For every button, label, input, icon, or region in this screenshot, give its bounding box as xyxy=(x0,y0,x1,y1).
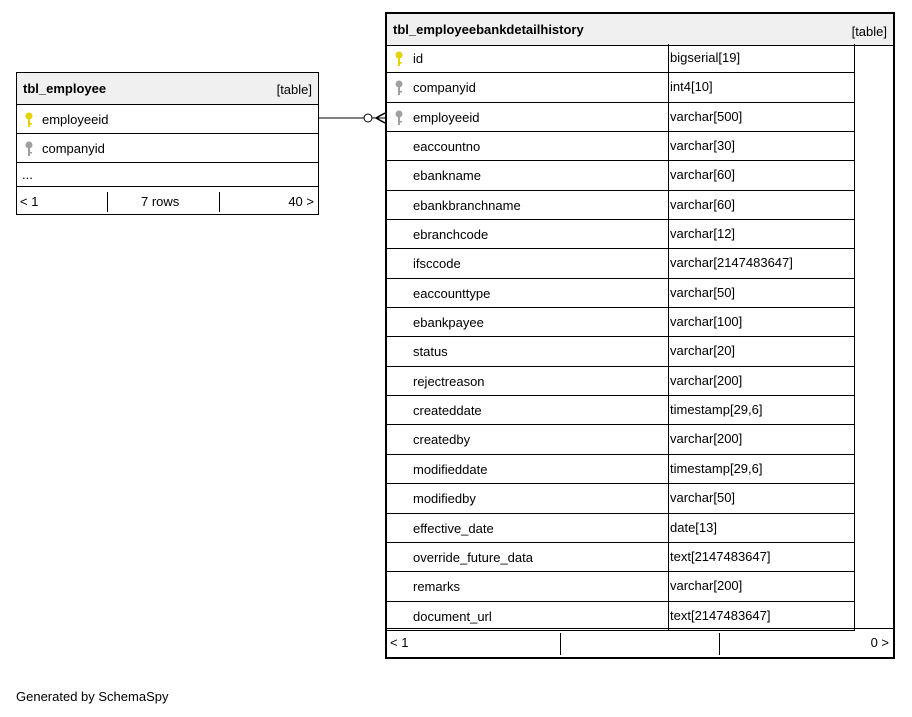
column-divider xyxy=(668,602,669,630)
column-type: date[13] xyxy=(670,519,717,535)
column-name: modifiedby xyxy=(413,491,476,507)
footer-divider xyxy=(560,633,561,655)
column-divider xyxy=(668,367,669,395)
ellipsis: ... xyxy=(22,167,33,182)
column-type: varchar[20] xyxy=(670,343,736,359)
column-divider xyxy=(668,543,669,571)
column-name: employeeid xyxy=(413,109,480,125)
column-divider xyxy=(668,191,669,219)
column-row xyxy=(17,134,318,163)
table-footer xyxy=(17,188,318,214)
column-name: modifieddate xyxy=(413,461,488,477)
column-row xyxy=(17,105,318,134)
column-name: companyid xyxy=(413,80,476,96)
column-row xyxy=(387,308,854,337)
column-type: timestamp[29,6] xyxy=(670,460,763,476)
column-divider xyxy=(668,572,669,600)
column-name: remarks xyxy=(413,579,460,595)
footer-divider xyxy=(219,192,220,212)
column-type: text[2147483647] xyxy=(670,548,771,564)
table-header xyxy=(387,14,893,46)
column-row xyxy=(387,103,854,132)
children-count: 40 > xyxy=(288,194,314,209)
parents-count: < 1 xyxy=(20,194,39,209)
column-divider xyxy=(668,73,669,101)
column-name: override_future_data xyxy=(413,549,533,565)
column-row xyxy=(387,602,854,631)
column-type: varchar[30] xyxy=(670,138,736,154)
column-type: varchar[60] xyxy=(670,196,736,212)
column-divider xyxy=(668,308,669,336)
parents-count: < 1 xyxy=(390,635,409,650)
column-divider xyxy=(668,161,669,189)
table-header xyxy=(17,73,318,105)
column-row xyxy=(387,132,854,161)
table-footer xyxy=(387,628,893,657)
more-columns-row xyxy=(17,163,318,187)
column-row xyxy=(387,191,854,220)
column-name: ebankbranchname xyxy=(413,197,521,213)
column-type: varchar[100] xyxy=(670,314,743,330)
column-row xyxy=(387,249,854,278)
column-row xyxy=(387,514,854,543)
column-type: varchar[60] xyxy=(670,167,736,183)
generated-by-label: Generated by SchemaSpy xyxy=(16,689,169,704)
foreign-key-icon xyxy=(24,141,34,157)
footer-divider xyxy=(719,633,720,655)
children-count: 0 > xyxy=(870,635,889,650)
footer-divider xyxy=(107,192,108,212)
column-type: varchar[50] xyxy=(670,284,736,300)
column-divider xyxy=(668,44,669,72)
column-divider xyxy=(668,220,669,248)
column-row xyxy=(387,73,854,102)
column-divider xyxy=(668,132,669,160)
column-row xyxy=(387,572,854,601)
column-divider xyxy=(668,249,669,277)
table-type: [table] xyxy=(276,82,312,97)
foreign-key-icon xyxy=(394,80,404,96)
column-name: eaccounttype xyxy=(413,285,491,301)
column-divider xyxy=(668,279,669,307)
column-type: varchar[2147483647] xyxy=(670,255,793,271)
row-count: 7 rows xyxy=(141,194,180,209)
column-row xyxy=(387,367,854,396)
column-divider xyxy=(668,455,669,483)
column-row xyxy=(387,337,854,366)
column-type: varchar[12] xyxy=(670,226,736,242)
column-type: varchar[50] xyxy=(670,490,736,506)
column-name: rejectreason xyxy=(413,373,485,389)
table-name: tbl_employeebankdetailhistory xyxy=(393,22,584,37)
column-name: effective_date xyxy=(413,520,494,536)
table-employeebankdetailhistory[interactable] xyxy=(385,12,895,659)
column-name: companyid xyxy=(42,141,105,156)
column-type: varchar[500] xyxy=(670,108,743,124)
column-row xyxy=(387,396,854,425)
column-type: varchar[200] xyxy=(670,578,743,594)
column-name: status xyxy=(413,344,448,360)
table-employee[interactable] xyxy=(16,72,319,215)
column-type: text[2147483647] xyxy=(670,607,771,623)
column-name: eaccountno xyxy=(413,139,481,155)
column-name: createddate xyxy=(413,403,482,419)
column-name: ebankpayee xyxy=(413,315,484,331)
column-row xyxy=(387,455,854,484)
column-type: varchar[200] xyxy=(670,372,743,388)
column-type: varchar[200] xyxy=(670,431,743,447)
column-divider xyxy=(668,514,669,542)
column-row xyxy=(387,161,854,190)
column-type: bigserial[19] xyxy=(670,50,741,65)
column-name: employeeid xyxy=(42,112,109,127)
primary-key-icon xyxy=(24,112,34,128)
column-divider xyxy=(668,425,669,453)
column-type: timestamp[29,6] xyxy=(670,402,763,418)
table-type: [table] xyxy=(851,24,887,39)
column-row xyxy=(387,279,854,308)
column-row xyxy=(387,425,854,454)
primary-key-icon xyxy=(394,51,404,67)
column-divider xyxy=(668,103,669,131)
column-name: createdby xyxy=(413,432,471,448)
column-name: ifsccode xyxy=(413,256,461,272)
column-divider xyxy=(668,484,669,512)
column-row xyxy=(387,44,854,73)
column-row xyxy=(387,543,854,572)
column-name: ebranchcode xyxy=(413,227,489,243)
foreign-key-icon xyxy=(394,110,404,126)
column-divider xyxy=(668,337,669,365)
column-row xyxy=(387,220,854,249)
table-name: tbl_employee xyxy=(23,81,107,96)
column-name: id xyxy=(413,51,424,66)
column-list xyxy=(387,44,855,631)
column-divider xyxy=(668,396,669,424)
column-name: ebankname xyxy=(413,168,481,184)
column-row xyxy=(387,484,854,513)
column-type: int4[10] xyxy=(670,79,713,95)
column-name: document_url xyxy=(413,608,492,624)
